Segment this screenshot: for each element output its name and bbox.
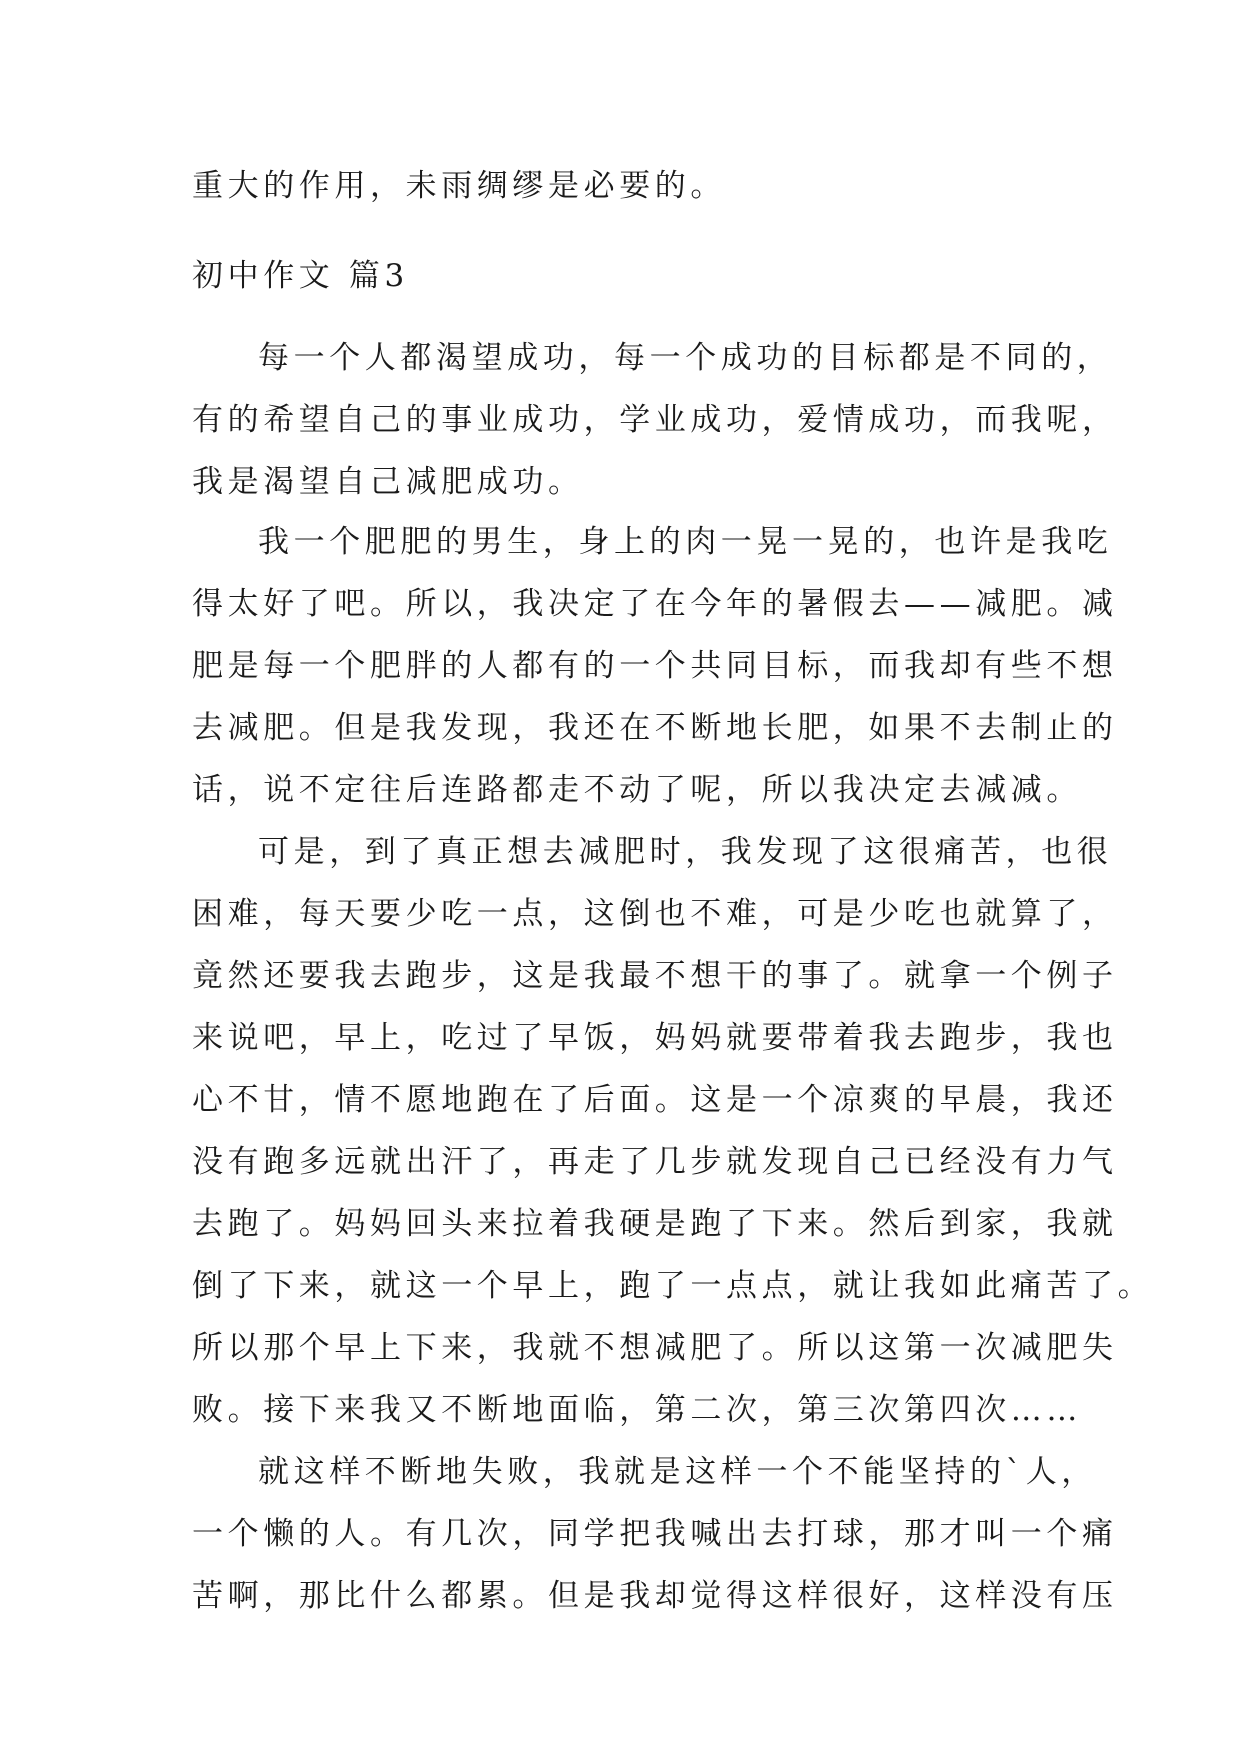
paragraph-3-line-6: 没有跑多远就出汗了，再走了几步就发现自己已经没有力气	[192, 1144, 1118, 1180]
paragraph-2-line-5: 话，说不定往后连路都走不动了呢，所以我决定去减减。	[192, 772, 1082, 808]
paragraph-3-line-5: 心不甘，情不愿地跑在了后面。这是一个凉爽的早晨，我还	[192, 1082, 1118, 1118]
paragraph-1-line-2: 有的希望自己的事业成功，学业成功，爱情成功，而我呢，	[192, 402, 1118, 438]
paragraph-4-line-1: 就这样不断地失败，我就是这样一个不能坚持的`人，	[258, 1454, 1097, 1490]
paragraph-3-line-2: 困难，每天要少吃一点，这倒也不难，可是少吃也就算了，	[192, 896, 1118, 932]
paragraph-1-line-1: 每一个人都渴望成功，每一个成功的目标都是不同的，	[258, 340, 1113, 376]
paragraph-2-line-3: 肥是每一个肥胖的人都有的一个共同目标，而我却有些不想	[192, 648, 1118, 684]
paragraph-2-line-4: 去减肥。但是我发现，我还在不断地长肥，如果不去制止的	[192, 710, 1118, 746]
paragraph-3-line-8: 倒了下来，就这一个早上，跑了一点点，就让我如此痛苦了。	[192, 1268, 1154, 1304]
paragraph-3-line-7: 去跑了。妈妈回头来拉着我硬是跑了下来。然后到家，我就	[192, 1206, 1118, 1242]
paragraph-2-line-1: 我一个肥肥的男生，身上的肉一晃一晃的，也许是我吃	[258, 524, 1113, 560]
paragraph-1-line-3: 我是渴望自己减肥成功。	[192, 464, 584, 500]
paragraph-4-line-2: 一个懒的人。有几次，同学把我喊出去打球，那才叫一个痛	[192, 1516, 1118, 1552]
paragraph-4-line-3: 苦啊，那比什么都累。但是我却觉得这样很好，这样没有压	[192, 1578, 1118, 1614]
paragraph-3-line-9: 所以那个早上下来，我就不想减肥了。所以这第一次减肥失	[192, 1330, 1118, 1366]
paragraph-3-line-3: 竟然还要我去跑步，这是我最不想干的事了。就拿一个例子	[192, 958, 1118, 994]
paragraph-3-line-10: 败。接下来我又不断地面临，第二次，第三次第四次……	[192, 1392, 1082, 1428]
paragraph-3-line-4: 来说吧，早上，吃过了早饭，妈妈就要带着我去跑步，我也	[192, 1020, 1118, 1056]
paragraph-3-line-1: 可是，到了真正想去减肥时，我发现了这很痛苦，也很	[258, 834, 1113, 870]
previous-paragraph-tail: 重大的作用，未雨绸缪是必要的。	[192, 168, 726, 204]
section-heading: 初中作文 篇3	[192, 258, 409, 294]
paragraph-2-line-2: 得太好了吧。所以，我决定了在今年的暑假去——减肥。减	[192, 586, 1118, 622]
